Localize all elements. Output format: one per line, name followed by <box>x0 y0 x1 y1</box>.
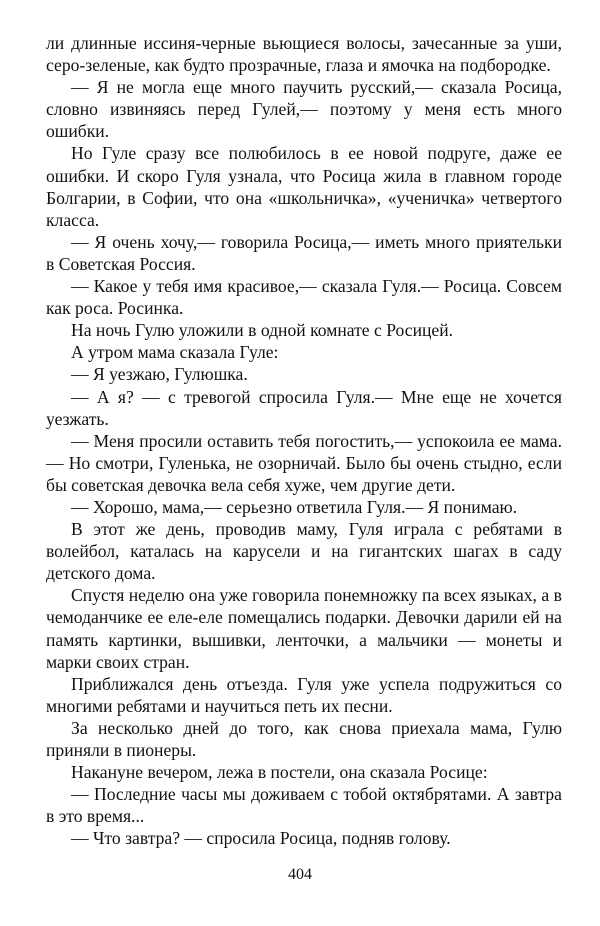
paragraph: Но Гуле сразу все полюбилось в ее новой подруге, даже ее ошибки. И скоро Гуля узнала, что Росица жила в главном городе Болгарии, в Софии, что она «школьничка», «ученичка» четвертого класса. <box>46 143 562 230</box>
paragraph: — Я не могла еще много паучить русский,— сказала Росица, словно извиняясь перед Гулей,— поэтому у меня есть много ошибки. <box>46 77 562 142</box>
page-number: 404 <box>288 866 312 883</box>
paragraph: Приближался день отъезда. Гуля уже успела подружиться со многими ребятами и научиться петь их песни. <box>46 673 562 716</box>
paragraph: В этот же день, проводив маму, Гуля играла с ребятами в волейбол, каталась на карусели и на гигантских шагах в саду детского дома. <box>46 519 562 584</box>
paragraph: — А я? — с тревогой спросила Гуля.— Мне еще не хочется уезжать. <box>46 386 562 429</box>
paragraph: За несколько дней до того, как снова приехала мама, Гулю приняли в пионеры. <box>46 717 562 760</box>
paragraph: — Какое у тебя имя красивое,— сказала Гуля.— Росица. Совсем как роса. Росинка. <box>46 276 562 319</box>
paragraph: Спустя неделю она уже говорила понемножку па всех языках, а в чемоданчике ее еле-еле помещались подарки. Девочки дарили ей на память картинки, вышивки, ленточки, а мальчики — монеты и марки своих стран. <box>46 585 562 672</box>
paragraph: На ночь Гулю уложили в одной комнате с Росицей. <box>71 320 454 341</box>
paragraph: — Я очень хочу,— говорила Росица,— иметь много приятельки в Советская Россия. <box>46 231 562 274</box>
page-text <box>46 32 562 849</box>
paragraph: — Хорошо, мама,— серьезно ответила Гуля.— Я понимаю. <box>71 496 518 517</box>
paragraph: ли длинные иссиня-черные вьющиеся волосы, зачесанные за уши, серо-зеленые, как будто прозрачные, глаза и ямочка на подбородке. <box>46 33 562 76</box>
paragraph: А утром мама сказала Гуле: <box>71 342 279 363</box>
paragraph: — Я уезжаю, Гулюшка. <box>71 364 248 385</box>
paragraph: — Последние часы мы доживаем с тобой октябрятами. А завтра в это время... <box>46 784 562 827</box>
paragraph: Накануне вечером, лежа в постели, она сказала Росице: <box>71 762 488 783</box>
paragraph: — Что завтра? — спросила Росица, подняв голову. <box>71 828 451 849</box>
paragraph: — Меня просили оставить тебя погостить,— успокоила ее мама.— Но смотри, Гуленька, не озорничай. Было бы очень стыдно, если бы советская девочка вела себя хуже, чем другие дети. <box>46 430 562 495</box>
